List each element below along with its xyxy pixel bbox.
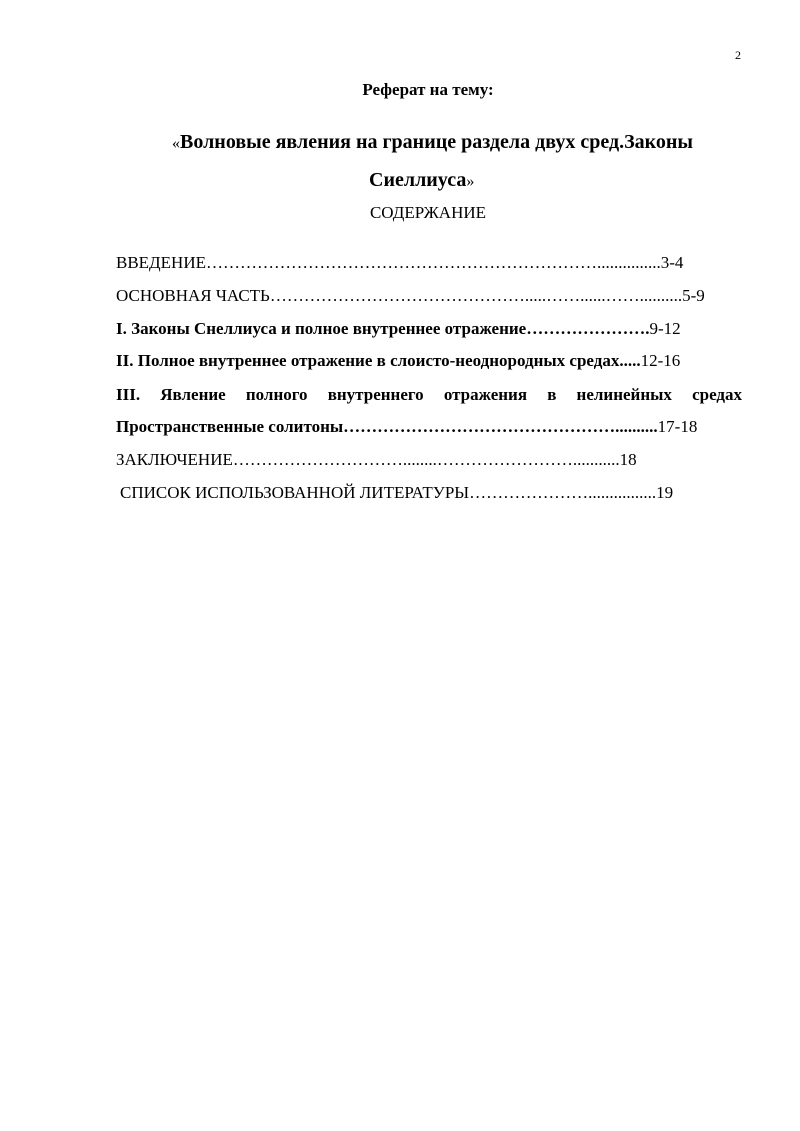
- toc-entry-snell-laws: [116, 318, 681, 340]
- title-text-line-1: Волновые явления на границе раздела двух сред.Законы: [180, 131, 694, 153]
- title-line-2: [369, 168, 474, 194]
- toc-leader: …………………………………………..........: [343, 417, 658, 436]
- subject-label: Реферат на тему:: [362, 80, 494, 99]
- title-line-1: [172, 130, 693, 156]
- toc-entry-title: ОСНОВНАЯ ЧАСТЬ: [116, 286, 270, 305]
- toc-leader: ……………………………………………………………...............: [205, 253, 661, 272]
- toc-leader: …………………………........……………………...........: [232, 450, 620, 469]
- toc-entry-title: СПИСОК ИСПОЛЬЗОВАННОЙ ЛИТЕРАТУРЫ: [120, 483, 470, 502]
- toc-entry-title: II. Полное внутреннее отражение в слоисто-неоднородных средах: [116, 351, 620, 370]
- toc-leader: .....: [619, 351, 641, 370]
- toc-entry-introduction: [116, 252, 683, 274]
- contents-heading: СОДЕРЖАНИЕ: [369, 203, 487, 222]
- toc-page-range: 18: [619, 450, 637, 469]
- page-number: 2: [735, 48, 741, 62]
- toc-page-range: 9-12: [649, 319, 681, 338]
- toc-leader: ………………….: [526, 319, 650, 338]
- toc-entry-layered-media: [116, 350, 680, 372]
- toc-page-range: 12-16: [640, 351, 681, 370]
- toc-page-range: 17-18: [657, 417, 698, 436]
- toc-entry-solitons: [116, 416, 697, 438]
- toc-entry-title: Пространственные солитоны: [116, 417, 344, 436]
- toc-entry-title: III. Явление полного внутреннего отражения в нелинейных средах: [116, 385, 742, 404]
- toc-entry-references: [120, 482, 673, 504]
- toc-entry-title: ЗАКЛЮЧЕНИЕ: [116, 450, 233, 469]
- toc-entry-nonlinear-media: [116, 384, 742, 406]
- title-quote-open: «: [172, 135, 180, 152]
- toc-entry-title: ВВЕДЕНИЕ: [116, 253, 206, 272]
- toc-leader: …………………................: [469, 483, 657, 502]
- title-text-line-2: Сиеллиуса: [369, 169, 467, 191]
- toc-entry-conclusion: [116, 449, 637, 471]
- toc-page-range: 19: [656, 483, 674, 502]
- toc-entry-main-part: [116, 285, 705, 307]
- title-quote-close: »: [466, 173, 475, 190]
- toc-page-range: 3-4: [660, 253, 684, 272]
- toc-leader: ……………………………………….....……......……..........: [269, 286, 683, 305]
- toc-page-range: 5-9: [682, 286, 705, 305]
- toc-entry-title: I. Законы Снеллиуса и полное внутреннее отражение: [116, 319, 527, 338]
